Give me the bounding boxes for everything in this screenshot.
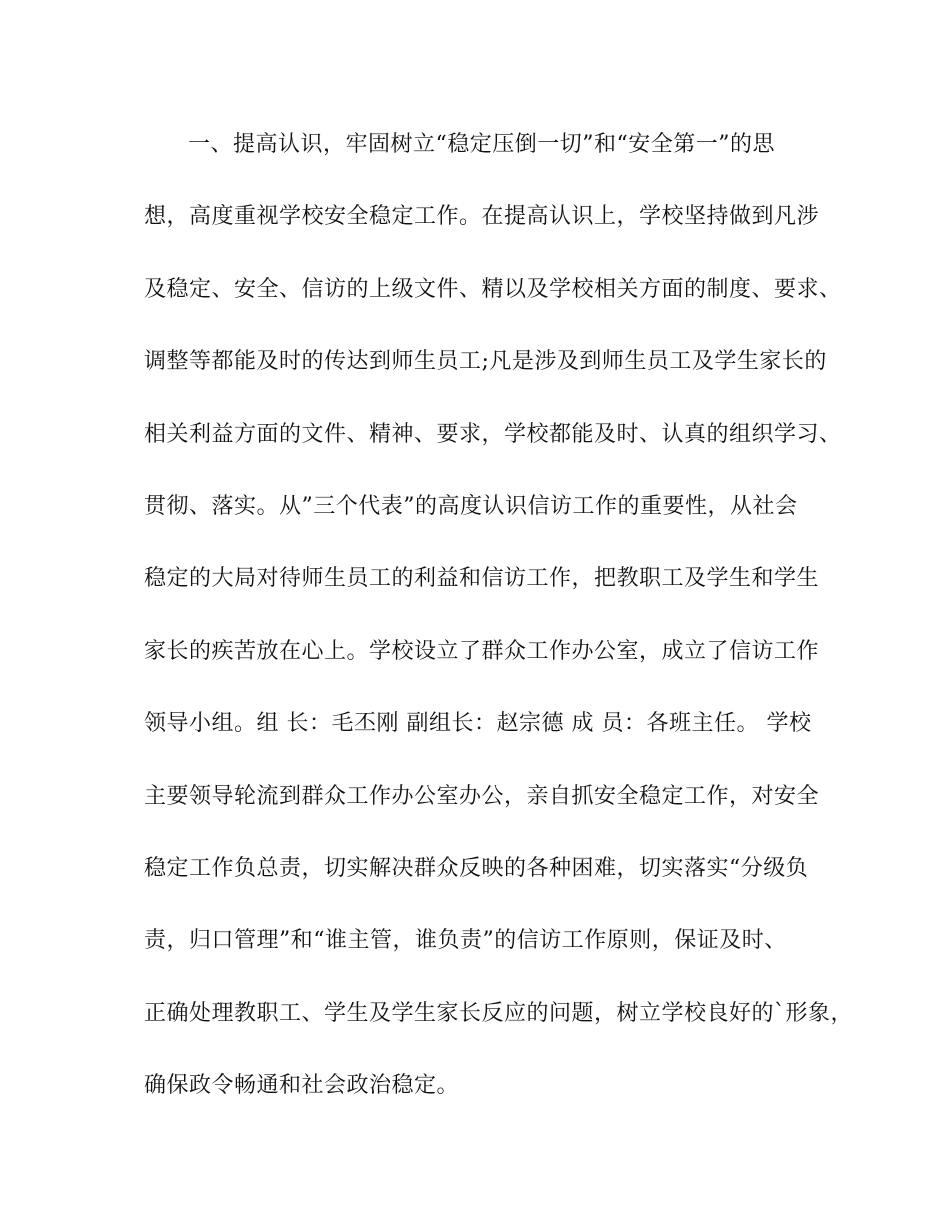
paragraph-line-9: 领导小组。组 长：毛丕刚 副组长：赵宗德 成 员：各班主任。 学校 [144,711,812,736]
paragraph-line-11: 稳定工作负总责，切实解决群众反映的各种困难，切实落实“分级负 [144,856,809,881]
paragraph-line-13: 正确处理教职工、学生及学生家长反应的问题，树立学校良好的`形象， [144,1001,854,1026]
paragraph-line-1: 一、提高认识，牢固树立“稳定压倒一切”和“安全第一”的思 [188,132,775,157]
paragraph-line-14: 确保政令畅通和社会政治稳定。 [144,1073,460,1098]
paragraph-line-3: 及稳定、安全、信访的上级文件、精以及学校相关方面的制度、要求、 [144,277,842,302]
paragraph-line-8: 家长的疾苦放在心上。学校设立了群众工作办公室，成立了信访工作 [144,639,820,664]
paragraph-line-12: 责，归口管理”和“谁主管，谁负责”的信访工作原则，保证及时、 [144,928,787,953]
paragraph-line-5: 相关利益方面的文件、精神、要求，学校都能及时、认真的组织学习、 [144,422,842,447]
paragraph-line-10: 主要领导轮流到群众工作办公室办公，亲自抓安全稳定工作，对安全 [144,784,820,809]
paragraph-line-7: 稳定的大局对待师生员工的利益和信访工作，把教职工及学生和学生 [144,566,820,591]
paragraph-line-6: 贯彻、落实。从”三个代表”的高度认识信访工作的重要性，从社会 [144,494,798,519]
paragraph-line-2: 想，高度重视学校安全稳定工作。在提高认识上，学校坚持做到凡涉 [144,204,820,229]
paragraph-line-4: 调整等都能及时的传达到师生员工;凡是涉及到师生员工及学生家长的 [144,349,827,374]
